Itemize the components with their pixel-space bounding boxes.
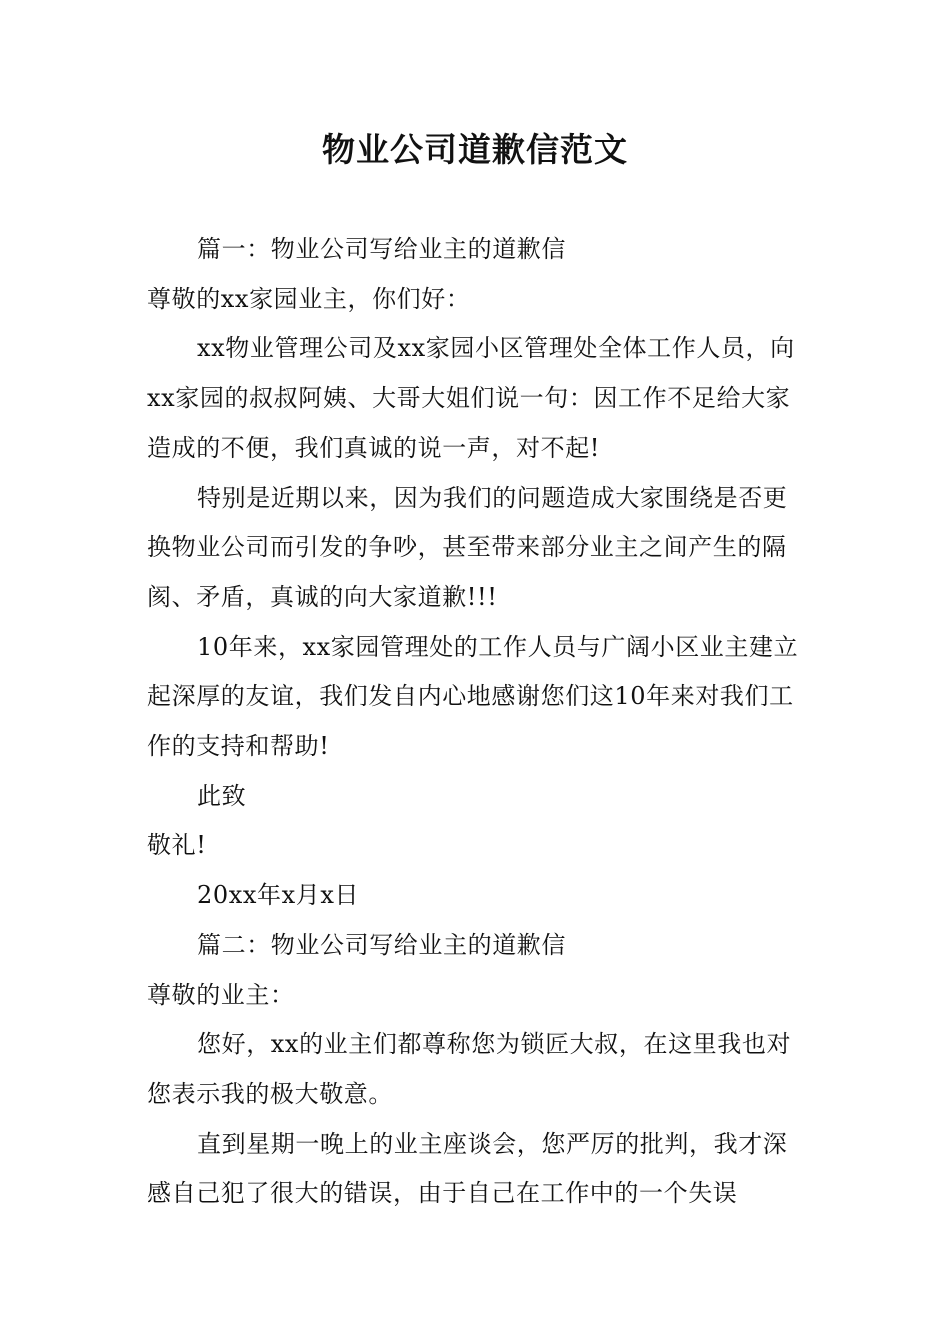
section-heading-1: 篇一：物业公司写给业主的道歉信 xyxy=(197,235,566,263)
body-paragraph: 10年来，xx家园管理处的工作人员与广阔小区业主建立起深厚的友谊，我们发自内心地感谢您们这10年来对我们工作的支持和帮助! xyxy=(147,632,799,761)
body-paragraph: xx物业管理公司及xx家园小区管理处全体工作人员，向xx家园的叔叔阿姨、大哥大姐们说一句：因工作不足给大家造成的不便，我们真诚的说一声，对不起! xyxy=(147,334,795,462)
body-paragraph: 直到星期一晚上的业主座谈会，您严厉的批判，我才深感自己犯了很大的错误，由于自己在工作中的一个失误 xyxy=(147,1129,788,1208)
closing-salute: 敬礼! xyxy=(147,831,207,860)
document-title: 物业公司道歉信范文 xyxy=(322,130,628,169)
salutation-2: 尊敬的业主： xyxy=(147,980,295,1009)
body-paragraph: 特别是近期以来，因为我们的问题造成大家围绕是否更换物业公司而引发的争吵，甚至带来部分业主之间产生的隔阂、矛盾，真诚的向大家道歉!!! xyxy=(147,483,788,611)
document-body xyxy=(147,225,807,1219)
salutation-1: 尊敬的xx家园业主，你们好： xyxy=(147,284,471,313)
body-paragraph: 您好，xx的业主们都尊称您为锁匠大叔，在这里我也对您表示我的极大敬意。 xyxy=(147,1030,792,1108)
letter-date: 20xx年x月x日 xyxy=(197,881,360,910)
closing-line: 此致 xyxy=(197,781,247,810)
section-heading-2: 篇二：物业公司写给业主的道歉信 xyxy=(197,930,566,959)
